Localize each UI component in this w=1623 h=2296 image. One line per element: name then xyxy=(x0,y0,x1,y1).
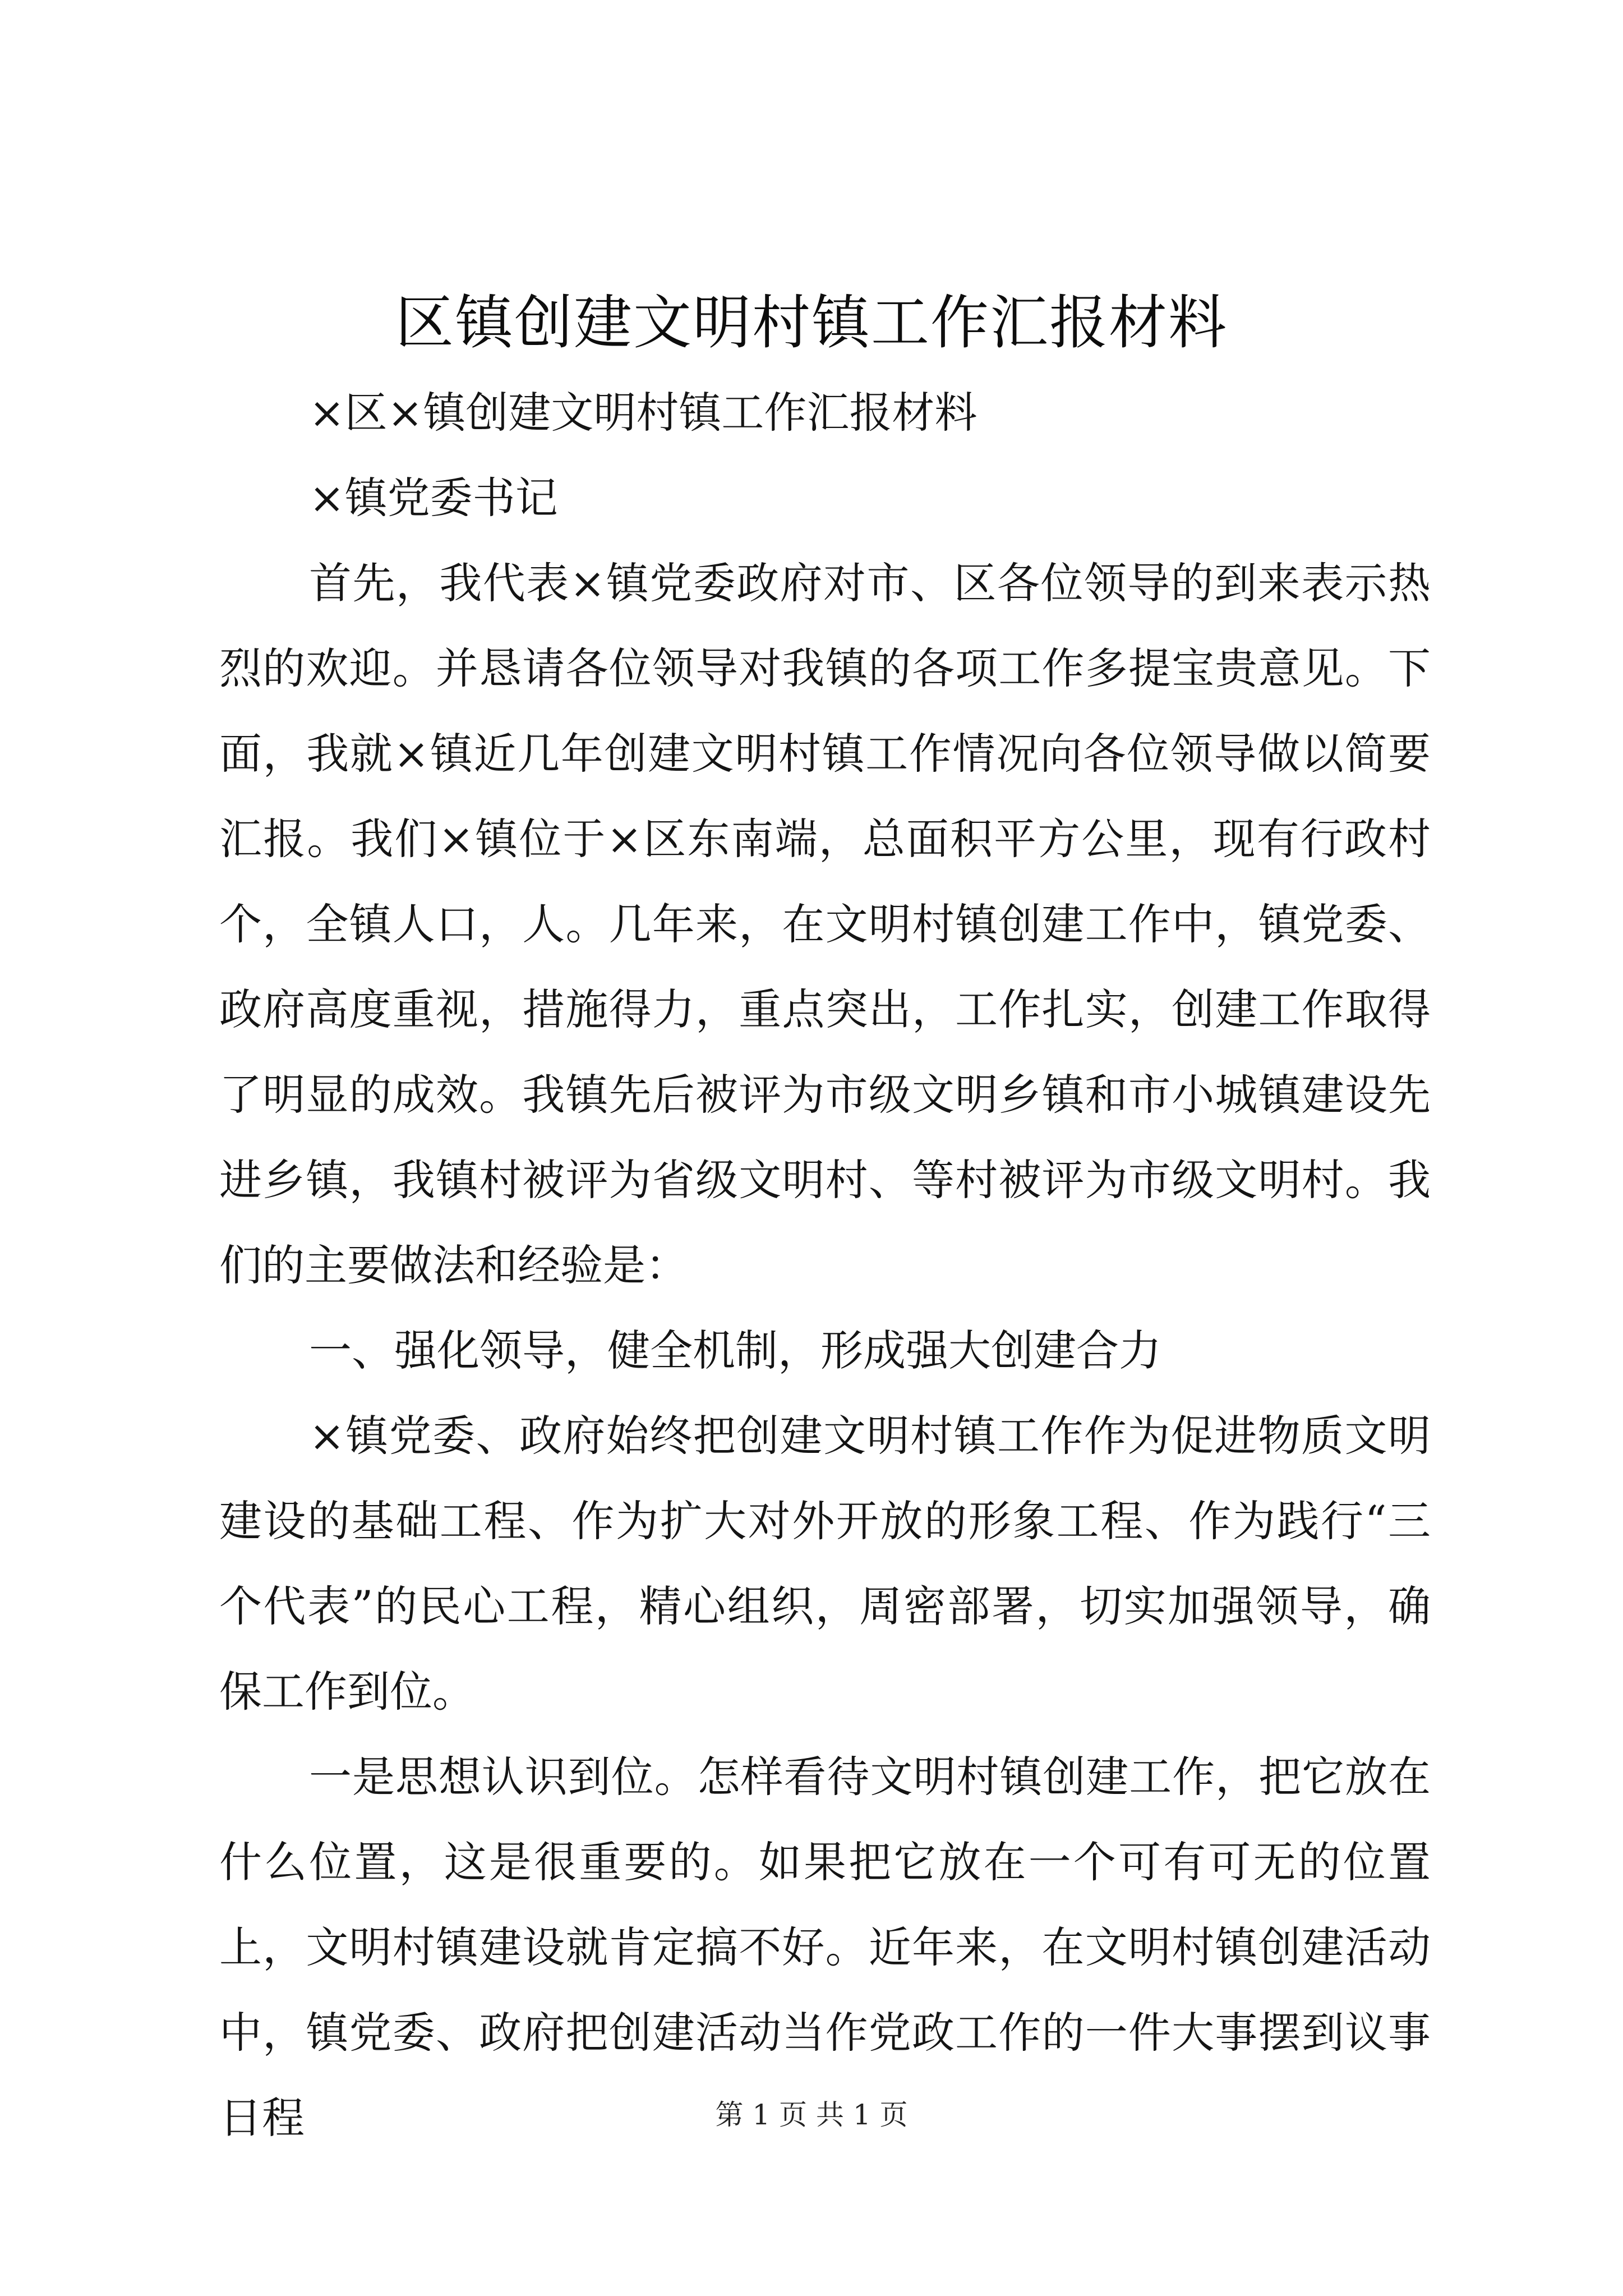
subtitle-paragraph: ×区×镇创建文明村镇工作汇报材料 xyxy=(309,388,978,438)
body-paragraph: 一是思想认识到位。怎样看待文明村镇创建工作，把它放在什么位置，这是很重要的。如果把它放在一个可有可无的位置上，文明村镇建设就肯定搞不好。近年来，在文明村镇创建活动中，镇党委、政府把创建活动当作党政工作的一件大事摆到议事日程 xyxy=(219,1752,1431,2143)
document-title: 区镇创建文明村镇工作汇报材料 xyxy=(395,288,1228,357)
body-paragraph: 首先，我代表×镇党委政府对市、区各位领导的到来表示热烈的欢迎。并恳请各位领导对我镇的各项工作多提宝贵意见。下面，我就×镇近几年创建文明村镇工作情况向各位领导做以简要汇报。我们×镇位于×区东南端，总面积平方公里，现有行政村个，全镇人口，人。几年来，在文明村镇创建工作中，镇党委、政府高度重视，措施得力，重点突出，工作扎实，创建工作取得了明显的成效。我镇先后被评为市级文明乡镇和市小城镇建设先进乡镇，我镇村被评为省级文明村、等村被评为市级文明村。我们的主要做法和经验是： xyxy=(219,558,1431,1290)
author-paragraph: ×镇党委书记 xyxy=(309,473,558,523)
document-body xyxy=(219,370,1431,2161)
body-paragraph: ×镇党委、政府始终把创建文明村镇工作作为促进物质文明建设的基础工程、作为扩大对外开放的形象工程、作为践行“三个代表”的民心工程，精心组织，周密部署，切实加强领导，确保工作到位。 xyxy=(219,1411,1431,1717)
section-heading: 一、强化领导，健全机制，形成强大创建合力 xyxy=(309,1326,1161,1375)
page-footer: 第 1 页 共 1 页 xyxy=(715,2099,908,2131)
